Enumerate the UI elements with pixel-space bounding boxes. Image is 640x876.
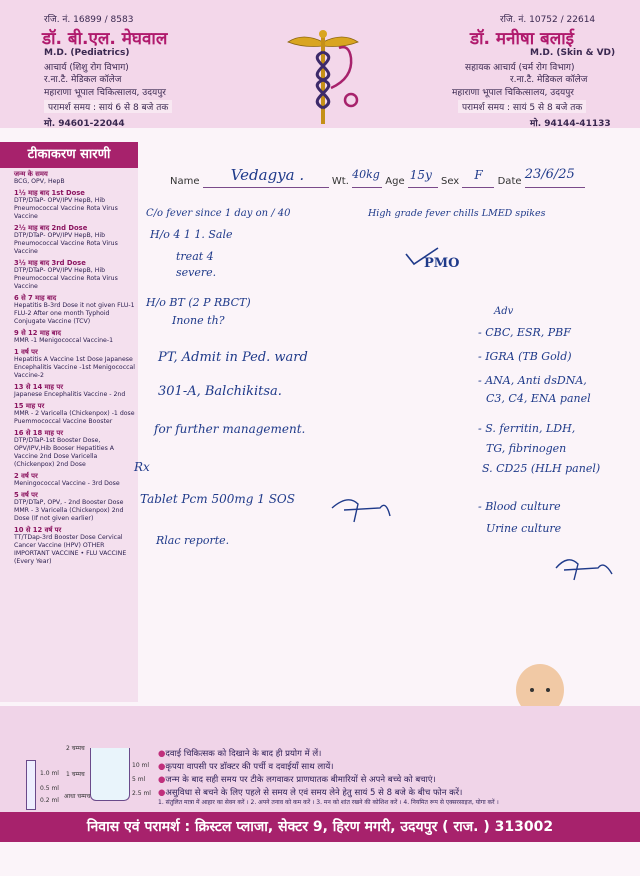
wt-field — [352, 168, 382, 188]
vaccine-list: Meningococcal Vaccine - 3rd Dose — [14, 480, 120, 487]
cup-label: 10 ml — [132, 762, 150, 769]
vaccine-list: Hepatitis B-3rd Dose it not given FLU-1 FLU-2 After one month Typhoid Conjugate Vaccine (TCV) — [14, 302, 135, 325]
vaccine-entry — [14, 472, 136, 488]
cup-label: 2 चम्मच — [66, 745, 85, 752]
info-bullet: ● दवाई चिकित्सक को दिखाने के बाद ही प्रयोग में लें। — [158, 748, 321, 759]
vaccine-list: MMR -1 Menigococcal Vaccine-1 — [14, 337, 114, 344]
vaccine-list: DTP/DTaP-1st Booster Dose, OPV/IPV,Hib Booser Hepatities A Vaccine 2nd Dose Varicella (Chickenpox) 2nd Dose — [14, 437, 114, 468]
left-reg: रजि. नं. 16899 / 8583 — [44, 15, 134, 25]
vaccine-entry — [14, 348, 136, 380]
syringe-icon — [26, 760, 36, 810]
vaccine-age: 5 वर्ष पर — [14, 491, 38, 499]
cup-label: 0.5 ml — [40, 785, 59, 792]
cup-label: 1.0 ml — [40, 770, 59, 777]
name-label: Name — [170, 176, 200, 187]
right-reg: रजि. नं. 10752 / 22614 — [500, 15, 596, 25]
left-doctor-name: डॉ. बी.एल. मेघवाल — [42, 29, 168, 49]
info-bullet: ● जन्म के बाद सही समय पर टीके लगवाकर प्राणघातक बीमारियों से अपने बच्चे को बचाएं। — [158, 774, 436, 785]
vaccine-age: 1 वर्ष पर — [14, 348, 38, 356]
right-doctor-name: डॉ. मनीषा बलाई — [470, 29, 575, 49]
vaccine-title: टीकाकरण सारणी — [0, 142, 138, 168]
advice-line: - S. ferritin, LDH, — [478, 422, 576, 435]
left-college: र.ना.टै. मेडिकल कॉलेज — [44, 75, 122, 85]
age-label: Age — [385, 176, 405, 187]
note-top-right: High grade fever chills LMED spikes — [368, 208, 546, 219]
vaccine-age: 10 से 12 वर्ष पर — [14, 526, 62, 534]
vaccine-entry — [14, 429, 136, 469]
wt-value: 40kg — [352, 168, 380, 181]
vaccine-list: DTP/DTaP- OPV/IPV HepB, Hib Pneumococcal Vaccine Rota Virus Vaccine — [14, 232, 118, 255]
advice-line: S. CD25 (HLH panel) — [482, 462, 601, 475]
age-value: 15y — [409, 168, 432, 182]
right-degree: M.D. (Skin & VD) — [530, 48, 616, 58]
note-line: Tablet Pcm 500mg 1 SOS — [140, 492, 295, 506]
name-field — [203, 166, 329, 188]
advice-line: - ANA, Anti dsDNA, — [478, 374, 587, 387]
right-mobile: मो. 94144-41133 — [530, 119, 611, 129]
vaccine-age: 6 से 7 माह बाद — [14, 294, 57, 302]
address-footer: निवास एवं परामर्श : क्रिस्टल प्लाजा, सेक्टर 9, हिरण मगरी, उदयपुर ( राज. ) 313002 — [0, 812, 640, 842]
vaccine-age: 15 माह पर — [14, 402, 45, 410]
advice-line: - Blood culture — [478, 500, 561, 513]
cup-label: 0.2 ml — [40, 797, 59, 804]
vaccine-schedule — [14, 170, 136, 569]
note-line: Inone th? — [172, 314, 225, 327]
right-timing: परामर्श समय : सायं 5 से 8 बजे तक — [458, 100, 586, 113]
vaccine-entry — [14, 189, 136, 221]
age-field — [408, 168, 438, 188]
vaccine-age: 2½ माह बाद 2nd Dose — [14, 224, 88, 232]
vaccine-age: 16 से 18 माह पर — [14, 429, 64, 437]
vaccine-list: MMR - 2 Varicella (Chickenpox) -1 dose Puemmococcal Vaccine Booster — [14, 410, 135, 425]
cup-label: 1 चम्मच — [66, 771, 85, 778]
vaccine-list: Japanese Encephalitis Vaccine - 2nd — [14, 391, 126, 398]
cup-label: 2.5 ml — [132, 790, 151, 797]
note-line: H/o BT (2 P RBCT) — [146, 296, 251, 309]
note-line: treat 4 — [176, 250, 214, 263]
date-value: 23/6/25 — [524, 167, 575, 182]
vaccine-entry — [14, 329, 136, 345]
caduceus-logo — [283, 28, 363, 128]
right-college: र.ना.टै. मेडिकल कॉलेज — [510, 75, 588, 85]
vaccine-entry — [14, 383, 136, 399]
left-degree: M.D. (Pediatrics) — [44, 48, 130, 58]
vaccine-entry — [14, 402, 136, 426]
right-hospital: महाराणा भूपाल चिकित्सालय, उदयपुर — [452, 88, 574, 98]
advice-line: C3, C4, ENA panel — [486, 392, 591, 405]
vaccine-entry — [14, 224, 136, 256]
vaccine-entry — [14, 170, 136, 186]
signature-right — [552, 550, 622, 586]
vaccine-age: जन्म के समय — [14, 170, 48, 178]
vaccine-age: 13 से 14 माह पर — [14, 383, 64, 391]
signature-left — [328, 488, 394, 528]
cup-label: 5 ml — [132, 776, 146, 783]
left-post: आचार्य (शिशु रोग विभाग) — [44, 63, 129, 73]
name-value: Vedagya . — [230, 166, 305, 184]
vaccine-list: TT/TDap-3rd Booster Dose Cervical Cancer Vaccine (HPV) OTHER IMPORTANT VACCINE • FLU VACCINE (Every Year) — [14, 534, 127, 565]
health-tips: 1. संतुलित मात्रा में आहार का सेवन करें । 2. अपने तनाव को कम करें । 3. मन को शांत रखने की कोशिश करें । 4. नियमित रूप से एक्सरसाइज, योगा करें । — [158, 799, 499, 806]
vaccine-list: DTP/DTaP, OPV, - 2nd Booster Dose MMR - 3 Varicella (Chickenpox) 2nd Dose (If not given earlier) — [14, 499, 124, 522]
sex-label: Sex — [440, 176, 460, 187]
advice-title: Adv — [494, 306, 514, 317]
left-hospital: महाराणा भूपाल चिकित्सालय, उदयपुर — [44, 88, 166, 98]
advice-line: - IGRA (TB Gold) — [478, 350, 572, 363]
sex-value: F — [474, 168, 483, 182]
patient-form — [170, 166, 585, 188]
left-timing: परामर्श समय : सायं 6 से 8 बजे तक — [44, 100, 172, 113]
vaccine-list: Hepatitis A Vaccine 1st Dose Japanese Encephalitis Vaccine -1st Menigococcal Vaccine-2 — [14, 356, 136, 379]
advice-line: Urine culture — [486, 522, 562, 535]
left-mobile: मो. 94601-22044 — [44, 119, 125, 129]
note-line: PT, Admit in Ped. ward — [158, 350, 308, 365]
vaccine-age: 2 वर्ष पर — [14, 472, 38, 480]
note-line: H/o 4 1 1. Sale — [150, 228, 233, 241]
note-line: Rlac reporte. — [156, 534, 230, 547]
cup-label: आधा चम्मच — [64, 793, 91, 800]
vaccine-entry — [14, 491, 136, 523]
note-line: C/o fever since 1 day on / 40 — [146, 208, 291, 219]
sex-field — [462, 168, 494, 188]
rx-symbol: Rx — [134, 460, 150, 474]
info-bullet: ● कृपया वापसी पर डॉक्टर की पर्ची व दवाईयाँ साथ लायें। — [158, 761, 334, 772]
right-post: सहायक आचार्य (चर्म रोग विभाग) — [465, 63, 575, 73]
measuring-cup-icon — [90, 748, 130, 801]
note-line: for further management. — [154, 422, 306, 436]
pmo-note: PMO — [424, 256, 460, 271]
info-bullet: ● असुविधा से बचने के लिए पहले से समय ले एवं समय लेने हेतु सायं 5 से 8 बजे के बीच फोन करें। — [158, 787, 462, 798]
vaccine-age: 9 से 12 माह बाद — [14, 329, 61, 337]
note-line: 301-A, Balchikitsa. — [158, 384, 282, 399]
vaccine-list: BCG, OPV, HepB — [14, 178, 65, 185]
wt-label: Wt. — [331, 176, 349, 187]
vaccine-entry — [14, 259, 136, 291]
note-line: severe. — [176, 266, 217, 279]
vaccine-list: DTP/DTaP- OPV/IPV HepB, Hib Pneumococcal Vaccine Rota Virus Vaccine — [14, 267, 118, 290]
vaccine-list: DTP/DTaP- OPV/IPV HepB, Hib Pneumococcal Vaccine Rota Virus Vaccine — [14, 197, 118, 220]
advice-line: TG, fibrinogen — [486, 442, 567, 455]
vaccine-age: 1½ माह बाद 1st Dose — [14, 189, 85, 197]
vaccine-entry — [14, 294, 136, 326]
advice-line: - CBC, ESR, PBF — [478, 326, 571, 339]
date-field — [524, 167, 585, 188]
vaccine-age: 3½ माह बाद 3rd Dose — [14, 259, 86, 267]
date-label: Date — [497, 176, 522, 187]
vaccine-entry — [14, 526, 136, 566]
